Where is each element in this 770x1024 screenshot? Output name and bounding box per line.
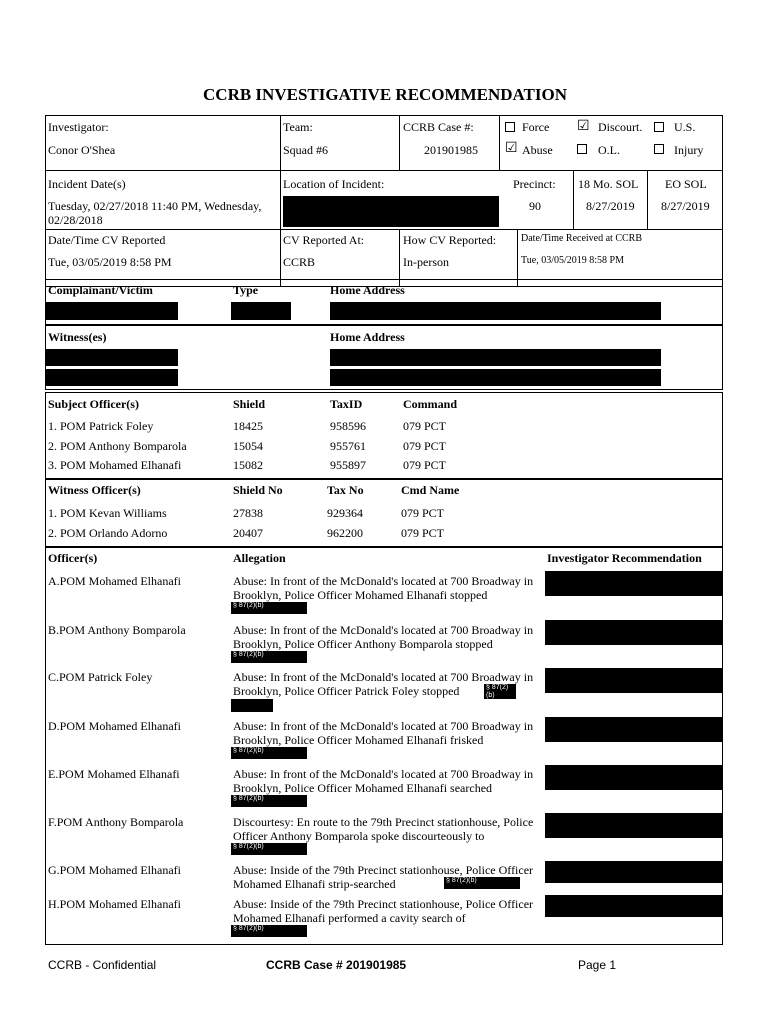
table-row: 962200: [327, 526, 363, 540]
allegation-officer: H.POM Mohamed Elhanafi: [48, 897, 181, 911]
witness-address-redaction: [330, 349, 661, 366]
allegation-officer: E.POM Mohamed Elhanafi: [48, 767, 180, 781]
received-value: Tue, 03/05/2019 8:58 PM: [521, 255, 624, 266]
table-row: 079 PCT: [403, 439, 447, 453]
table-row: 20407: [233, 526, 263, 540]
incident-date-label: Incident Date(s): [48, 177, 126, 191]
table-row: 27838: [233, 506, 263, 520]
table-row: 3. POM Mohamed Elhanafi: [48, 458, 182, 472]
precinct-value: 90: [529, 199, 541, 213]
sol18-value: 8/27/2019: [586, 199, 635, 213]
subject-officers-header: Subject Officer(s): [48, 397, 139, 411]
table-row: 079 PCT: [401, 506, 445, 520]
witnesses-address-label: Home Address: [330, 330, 405, 344]
table-row: 955897: [330, 458, 366, 472]
cv-reported-value: Tue, 03/05/2019 8:58 PM: [48, 255, 172, 269]
location-redaction: [283, 196, 499, 227]
witness-shield-header: Shield No: [233, 483, 283, 497]
us-label: U.S.: [674, 120, 696, 134]
precinct-label: Precinct:: [513, 177, 556, 191]
subject-taxid-header: TaxID: [330, 397, 363, 411]
allegation-redaction: § 87(2)(b): [231, 843, 307, 855]
injury-checkbox[interactable]: [654, 144, 664, 154]
table-row: 079 PCT: [401, 526, 445, 540]
allegation-officer: A.POM Mohamed Elhanafi: [48, 574, 181, 588]
allegation-redaction: § 87(2)(b): [231, 602, 307, 614]
allegation-redaction: [231, 699, 273, 712]
table-row: 2. POM Anthony Bomparola: [48, 439, 187, 453]
allegation-text: Abuse: In front of the McDonald's located at 700 Broadway in Brooklyn, Police Officer Mohamed Elhanafi searched: [233, 767, 534, 795]
allegation-redaction: § 87(2)(b): [484, 684, 516, 699]
recommendation-redaction: [545, 717, 723, 742]
table-row: 18425: [233, 419, 263, 433]
witness-taxno-header: Tax No: [327, 483, 364, 497]
us-checkbox[interactable]: [654, 122, 664, 132]
footer-page-number: Page 1: [578, 958, 617, 972]
page-title: CCRB INVESTIGATIVE RECOMMENDATION: [203, 85, 567, 104]
subject-command-header: Command: [403, 397, 458, 411]
table-row: 079 PCT: [403, 419, 447, 433]
investigator-label: Investigator:: [48, 120, 109, 134]
witness-cmd-header: Cmd Name: [401, 483, 460, 497]
footer-case-number: CCRB Case # 201901985: [266, 958, 407, 972]
table-row: 1. POM Kevan Williams: [48, 506, 167, 520]
eosol-label: EO SOL: [665, 177, 707, 191]
cv-reported-at-value: CCRB: [283, 255, 316, 269]
table-row: 15082: [233, 458, 263, 472]
location-label: Location of Incident:: [283, 177, 385, 191]
complainant-name-redaction: [46, 302, 178, 320]
allegation-redaction: § 87(2)(b): [231, 795, 307, 807]
allegation-text: Abuse: In front of the McDonald's located at 700 Broadway in Brooklyn, Police Officer Anthony Bomparola stopped: [233, 623, 534, 651]
recommendation-redaction: [545, 668, 723, 693]
force-label: Force: [522, 120, 550, 134]
table-row: 2. POM Orlando Adorno: [48, 526, 168, 540]
complainant-address-redaction: [330, 302, 661, 320]
discourtesy-checkbox-checked-icon[interactable]: ☑: [577, 119, 590, 134]
team-label: Team:: [283, 120, 313, 134]
complainant-label: Complainant/Victim: [48, 283, 153, 297]
team-value: Squad #6: [283, 143, 328, 157]
recommendation-header: Investigator Recommendation: [547, 551, 702, 565]
recommendation-redaction: [545, 571, 723, 596]
witnesses-label: Witness(es): [48, 330, 107, 344]
case-number: 201901985: [424, 143, 478, 157]
discourt-label: Discourt.: [598, 120, 643, 134]
witness-name-redaction: [46, 369, 178, 386]
recommendation-redaction: [545, 895, 723, 917]
table-row: 1. POM Patrick Foley: [48, 419, 154, 433]
recommendation-redaction: [545, 813, 723, 838]
officers-header: Officer(s): [48, 551, 98, 565]
ol-checkbox[interactable]: [577, 144, 587, 154]
witness-name-redaction: [46, 349, 178, 366]
force-checkbox[interactable]: [505, 122, 515, 132]
investigator-name: Conor O'Shea: [48, 143, 116, 157]
allegation-officer: D.POM Mohamed Elhanafi: [48, 719, 181, 733]
allegation-header: Allegation: [233, 551, 286, 565]
complainant-type-label: Type: [233, 283, 259, 297]
subject-shield-header: Shield: [233, 397, 266, 411]
recommendation-redaction: [545, 765, 723, 790]
allegation-text: Abuse: In front of the McDonald's located at 700 Broadway in Brooklyn, Police Officer Mohamed Elhanafi stopped: [233, 574, 534, 602]
recommendation-redaction: [545, 620, 723, 645]
allegation-redaction: § 87(2)(b): [231, 747, 307, 759]
cv-reported-at-label: CV Reported At:: [283, 233, 365, 247]
allegation-officer: G.POM Mohamed Elhanafi: [48, 863, 181, 877]
table-row: 079 PCT: [403, 458, 447, 472]
cv-reported-label: Date/Time CV Reported: [48, 233, 166, 247]
allegation-officer: B.POM Anthony Bomparola: [48, 623, 186, 637]
footer-confidential: CCRB - Confidential: [48, 958, 157, 972]
witness-address-redaction: [330, 369, 661, 386]
injury-label: Injury: [674, 143, 704, 157]
allegation-text: Abuse: In front of the McDonald's located at 700 Broadway in Brooklyn, Police Officer Mohamed Elhanafi frisked: [233, 719, 534, 747]
allegation-officer: C.POM Patrick Foley: [48, 670, 153, 684]
received-label: Date/Time Received at CCRB: [521, 233, 643, 244]
allegation-redaction: § 87(2)(b): [231, 651, 307, 663]
allegation-text: Abuse: In front of the McDonald's located at 700 Broadway in Brooklyn, Police Officer Patrick Foley stopped: [233, 670, 534, 698]
recommendation-redaction: [545, 861, 723, 883]
abuse-checkbox-checked-icon[interactable]: ☑: [505, 141, 518, 156]
witness-officers-header: Witness Officer(s): [48, 483, 141, 497]
allegation-redaction: § 87(2)(b): [231, 925, 307, 937]
how-reported-label: How CV Reported:: [403, 233, 497, 247]
allegation-text: Abuse: Inside of the 79th Precinct stationhouse, Police Officer Mohamed Elhanafi performed a cavity search of: [233, 897, 534, 925]
case-label: CCRB Case #:: [403, 120, 474, 134]
ol-label: O.L.: [598, 143, 620, 157]
how-reported-value: In-person: [403, 255, 449, 269]
incident-date-value: Tuesday, 02/27/2018 11:40 PM, Wednesday, 02/28/2018: [48, 199, 262, 227]
allegation-officer: F.POM Anthony Bomparola: [48, 815, 184, 829]
table-row: 929364: [327, 506, 363, 520]
table-row: 958596: [330, 419, 366, 433]
allegation-text: Abuse: Inside of the 79th Precinct stationhouse, Police Officer Mohamed Elhanafi strip-searched: [233, 863, 534, 891]
sol18-label: 18 Mo. SOL: [578, 177, 639, 191]
eosol-value: 8/27/2019: [661, 199, 710, 213]
table-row: 15054: [233, 439, 263, 453]
table-row: 955761: [330, 439, 366, 453]
abuse-label: Abuse: [522, 143, 553, 157]
complainant-type-redaction: [231, 302, 291, 320]
allegation-redaction: § 87(2)(b): [444, 877, 520, 889]
allegation-text: Discourtesy: En route to the 79th Precinct stationhouse, Police Officer Anthony Bomparola spoke discourteously to: [233, 815, 534, 843]
complainant-address-label: Home Address: [330, 283, 405, 297]
